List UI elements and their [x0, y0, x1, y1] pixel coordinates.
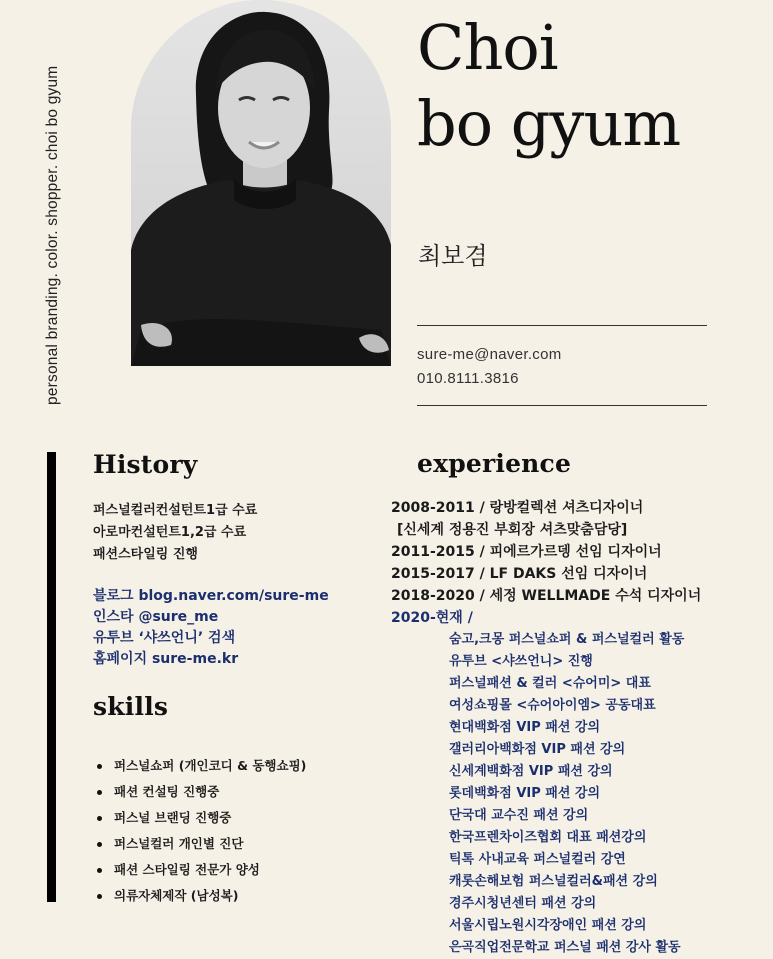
history-heading: History [93, 450, 198, 479]
divider-bottom [417, 405, 707, 406]
activity-item: 여성쇼핑몰 <슈어아이엠> 공동대표 [449, 698, 656, 713]
skill-label: 퍼스널쇼퍼 (개인코디 & 동행쇼핑) [114, 758, 307, 773]
skill-label: 패션 컨설팅 진행중 [114, 784, 220, 799]
divider-top [417, 325, 707, 326]
skill-item [97, 805, 306, 831]
bullet-icon [97, 816, 102, 821]
skill-label: 퍼스널컬러 개인별 진단 [114, 836, 244, 851]
bullet-icon [97, 868, 102, 873]
activity-item: 숨고,크몽 퍼스널쇼퍼 & 퍼스널컬러 활동 [449, 632, 685, 647]
bullet-icon [97, 790, 102, 795]
skill-label: 퍼스널 브랜딩 진행중 [114, 810, 232, 825]
experience-heading: experience [417, 449, 572, 478]
skills-list [97, 753, 306, 909]
experience-item: 2018-2020 / 세정 WELLMADE 수석 디자이너 [391, 588, 702, 604]
instagram-link[interactable]: 인스타 @sure_me [93, 609, 219, 625]
activity-item: 캐롯손해보험 퍼스널컬러&패션 강의 [449, 874, 658, 889]
activity-item: 한국프렌차이즈협회 대표 패션강의 [449, 830, 647, 845]
skill-item [97, 753, 306, 779]
activity-item: 현대백화점 VIP 패션 강의 [449, 720, 601, 735]
skill-item [97, 857, 306, 883]
bullet-icon [97, 894, 102, 899]
vertical-tagline: personal branding. color. shopper. choi bo gyum [44, 65, 61, 405]
links-list [93, 586, 329, 670]
activity-item: 서울시립노원시각장애인 패션 강의 [449, 918, 647, 933]
portrait-illustration [131, 0, 391, 366]
current-activities-list [449, 629, 684, 959]
history-list [93, 500, 257, 566]
name-english: Choi bo gyum [417, 11, 681, 160]
youtube-link[interactable]: 유투브 ‘샤쓰언니’ 검색 [93, 630, 236, 646]
activity-item: 신세계백화점 VIP 패션 강의 [449, 764, 613, 779]
skill-item [97, 883, 306, 909]
accent-bar [47, 452, 56, 902]
activity-item: 유투브 <샤쓰언니> 진행 [449, 654, 593, 669]
experience-item: 2011-2015 / 피에르가르뎅 선임 디자이너 [391, 544, 662, 560]
history-item: 퍼스널컬러컨설턴트1급 수료 [93, 503, 258, 518]
activity-item: 퍼스널패션 & 컬러 <슈어미> 대표 [449, 676, 651, 691]
blog-link[interactable]: 블로그 blog.naver.com/sure-me [93, 588, 329, 604]
name-korean: 최보겸 [418, 242, 488, 270]
profile-photo [131, 0, 391, 366]
activity-item: 경주시청년센터 패션 강의 [449, 896, 597, 911]
history-item: 아로마컨설턴트1,2급 수료 [93, 525, 247, 540]
activity-item: 단국대 교수진 패션 강의 [449, 808, 589, 823]
experience-current-label: 2020-현재 / [391, 610, 473, 626]
skill-item [97, 779, 306, 805]
skills-heading: skills [93, 692, 169, 721]
experience-list [391, 497, 701, 607]
experience-item: 2015-2017 / LF DAKS 선임 디자이너 [391, 566, 648, 582]
email-text: sure-me@naver.com [417, 346, 562, 363]
experience-item: [신세계 정용진 부회장 셔츠맞춤담당] [397, 522, 628, 538]
activity-item: 갤러리아백화점 VIP 패션 강의 [449, 742, 626, 757]
phone-text: 010.8111.3816 [417, 370, 519, 387]
skill-item [97, 831, 306, 857]
activity-item: 은곡직업전문학교 퍼스널 패션 강사 활동 [449, 940, 681, 955]
history-item: 패션스타일링 진행 [93, 547, 198, 562]
skill-label: 의류자체제작 (남성복) [114, 888, 239, 903]
bullet-icon [97, 764, 102, 769]
bullet-icon [97, 842, 102, 847]
skill-label: 패션 스타일링 전문가 양성 [114, 862, 260, 877]
experience-item: 2008-2011 / 랑방컬렉션 셔츠디자이너 [391, 500, 644, 516]
activity-item: 틱톡 사내교육 퍼스널컬러 강연 [449, 852, 626, 867]
homepage-link[interactable]: 홈페이지 sure-me.kr [93, 651, 239, 667]
activity-item: 롯데백화점 VIP 패션 강의 [449, 786, 601, 801]
